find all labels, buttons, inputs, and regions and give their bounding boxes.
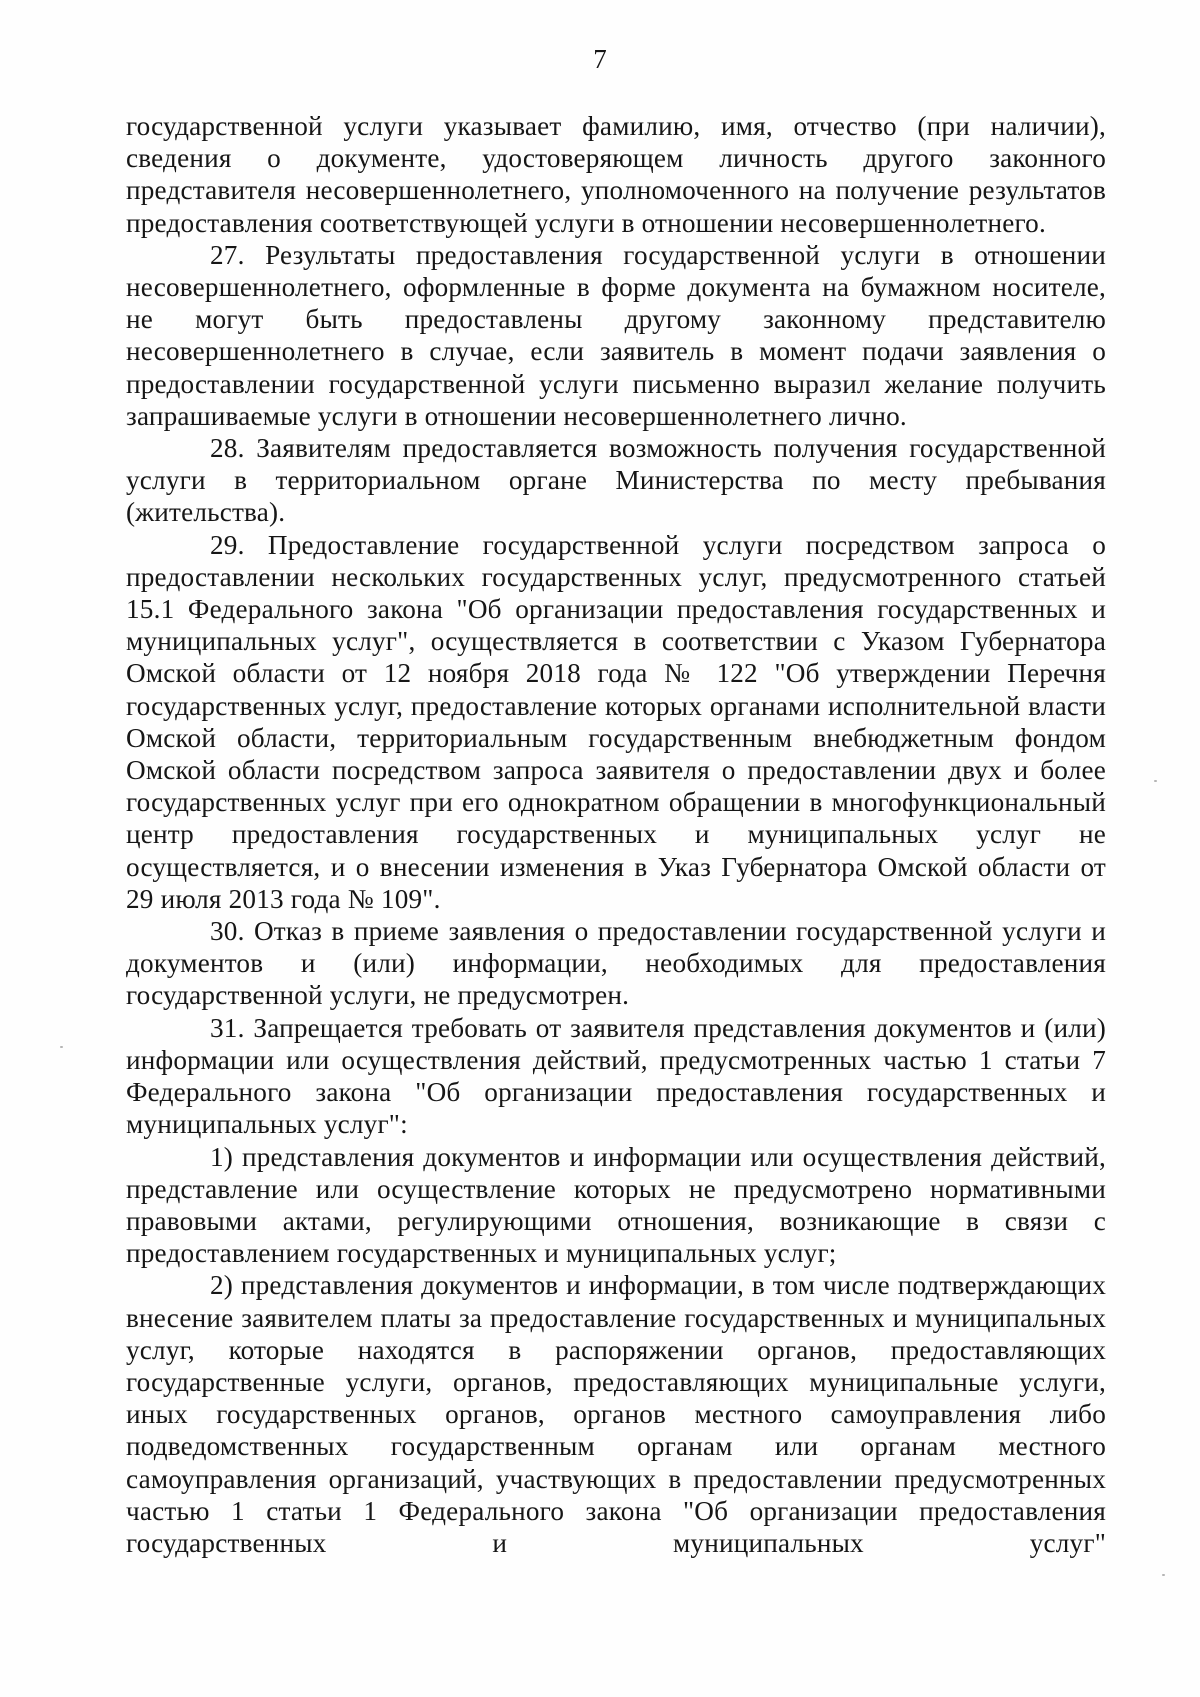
paragraph-31-item-1: 1) представления документов и информации или осуществления действий, представление или осуществление которых не предусмотрено нормативными правовыми актами, регулирующими отношения, возникающие в связи с предоставлением государственных и муниципальных услуг;: [126, 1141, 1106, 1269]
document-body: [126, 110, 1106, 1559]
paragraph-27: 27. Результаты предоставления государственной услуги в отношении несовершеннолетнего, оформленные в форме документа на бумажном носителе, не могут быть предоставлены другому законному представителю несовершеннолетнего в случае, если заявитель в момент подачи заявления о предоставлении государственной услуги письменно выразил желание получить запрашиваемые услуги в отношении несовершеннолетнего лично.: [126, 239, 1106, 431]
scan-speck: [60, 1046, 63, 1048]
paragraph-31-item-2: 2) представления документов и информации, в том числе подтверждающих внесение заявителем платы за предоставление государственных и муниципальных услуг, которые находятся в распоряжении органов, предоставляющих государственные услуги, органов, предоставляющих муниципальные услуги, иных государственных органов, органов местного самоуправления либо подведомственных государственным органам или органам местного самоуправления организаций, участвующих в предоставлении предусмотренных частью 1 статьи 1 Федерального закона "Об организации предоставления государственных и муниципальных услуг": [126, 1270, 1106, 1558]
paragraph-31: 31. Запрещается требовать от заявителя представления документов и (или) информации или осуществления действий, предусмотренных частью 1 статьи 7 Федерального закона "Об организации предоставления государственных и муниципальных услуг":: [126, 1012, 1106, 1140]
paragraph-29: 29. Предоставление государственной услуги посредством запроса о предоставлении нескольких государственных услуг, предусмотренного статьей 15.1 Федерального закона "Об организации предоставления государственных и муниципальных услуг", осуществляется в соответствии с Указом Губернатора Омской области от 12 ноября 2018 года № 122 "Об утверждении Перечня государственных услуг, предоставление которых органами исполнительной власти Омской области, территориальным государственным внебюджетным фондом Омской области посредством запроса заявителя о предоставлении двух и более государственных услуг при его однократном обращении в многофункциональный центр предоставления государственных и муниципальных услуг не осуществляется, и о внесении изменения в Указ Губернатора Омской области от 29 июля 2013 года № 109".: [126, 529, 1106, 914]
paragraph-28: 28. Заявителям предоставляется возможность получения государственной услуги в территориальном органе Министерства по месту пребывания (жительства).: [126, 433, 1106, 528]
scan-speck: [1162, 1574, 1165, 1576]
paragraph-30: 30. Отказ в приеме заявления о предоставлении государственной услуги и документов и (или) информации, необходимых для предоставления государственной услуги, не предусмотрен.: [126, 916, 1106, 1011]
paragraph-continuation: государственной услуги указывает фамилию, имя, отчество (при наличии), сведения о документе, удостоверяющем личность другого законного представителя несовершеннолетнего, уполномоченного на получение результатов предоставления соответствующей услуги в отношении несовершеннолетнего.: [126, 111, 1106, 238]
scan-speck: [1154, 780, 1157, 782]
page-number: 7: [593, 44, 607, 74]
